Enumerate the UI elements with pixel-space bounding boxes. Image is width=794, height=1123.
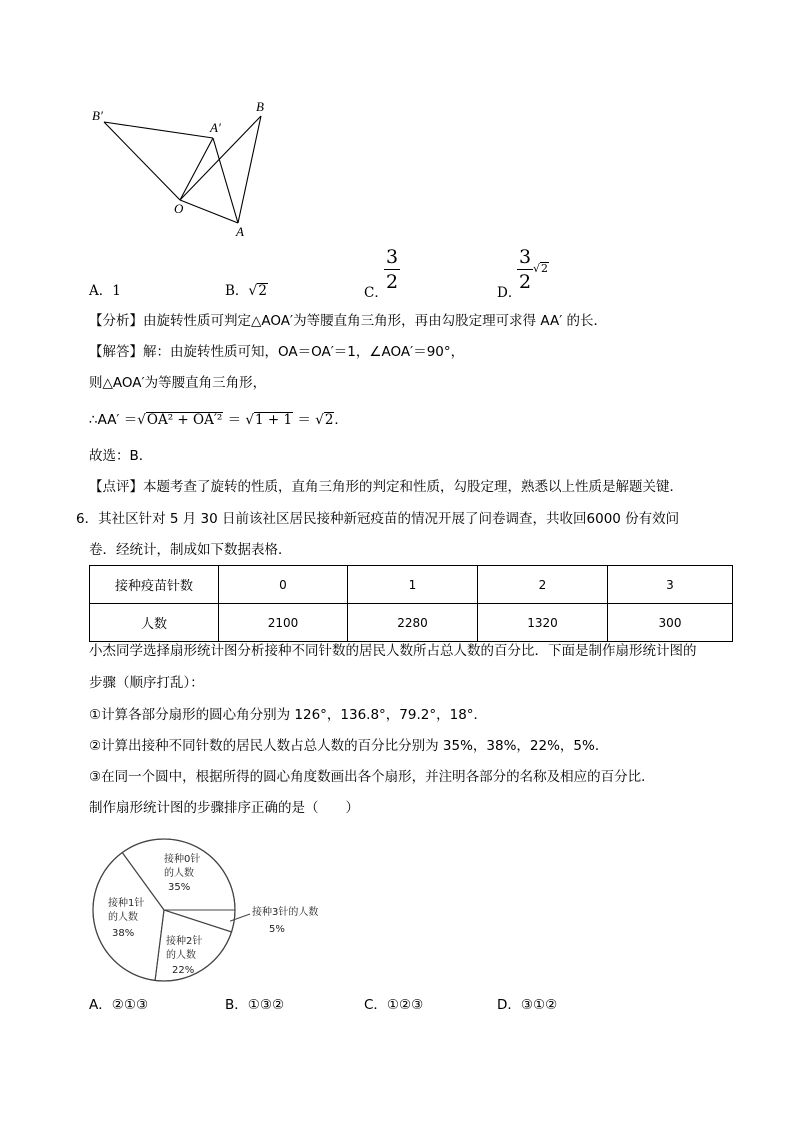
option-c-numerator: 3	[385, 246, 399, 268]
option-d-sqrt: √2	[533, 262, 549, 275]
answer-line2: 则△AOA′为等腰直角三角形，	[89, 375, 267, 391]
q6-step2: ②计算出接种不同针数的居民人数占总人数的百分比分别为 35%，38%，22%，5%．	[89, 738, 609, 754]
q6-para1: 小杰同学选择扇形统计图分析接种不同针数的居民人数所占总人数的百分比．下面是制作扇形统计图的	[89, 643, 697, 659]
answer-eq-1: ＝	[223, 412, 246, 428]
pie-label: 接种1针	[108, 898, 145, 909]
q6-step3: ③在同一个圆中，根据所得的圆心角度数画出各个扇形，并注明各部分的名称及相应的百分比．	[89, 769, 655, 785]
table-cell: 2280	[348, 604, 478, 642]
label-b-prime: B′	[92, 108, 103, 123]
option-b-prefix: B．	[225, 283, 249, 299]
answer-tag: 【解答】	[89, 344, 143, 360]
q6-option-c: C．①②③	[364, 997, 424, 1013]
answer-line1	[89, 342, 464, 362]
option-d-radicand: 2	[541, 262, 549, 275]
q6-line1: 6．其社区针对 5 月 30 日前该社区居民接种新冠疫苗的情况开展了问卷调查，共收回6000 份有效问	[76, 511, 680, 527]
table-header-people: 人数	[90, 604, 219, 642]
comment-line	[89, 477, 683, 497]
q6-step1: ①计算各部分扇形的圆心角分别为 126°，136.8°，79.2°，18°．	[89, 707, 488, 723]
table-cell: 1	[348, 566, 478, 604]
table-cell: 1320	[478, 604, 608, 642]
q6-option-a: A．②①③	[89, 997, 149, 1013]
option-d-fraction	[517, 246, 533, 293]
option-b-radicand: 2	[258, 283, 267, 299]
q6-question: 制作扇形统计图的步骤排序正确的是（ ）	[89, 800, 359, 816]
pie-percent-label: 5%	[269, 924, 285, 935]
analysis-line	[89, 311, 607, 331]
data-table	[89, 565, 733, 642]
pie-percent-label: 22%	[172, 965, 195, 976]
answer-choice: 故选：B．	[89, 448, 153, 464]
comment-tag: 【点评】	[89, 479, 143, 495]
label-a-prime: A′	[210, 120, 221, 135]
pie-percent-label: 38%	[112, 928, 135, 939]
option-b: B．√2	[225, 283, 267, 299]
answer-radicand-2: 1 + 1	[255, 412, 293, 428]
answer-line3: ∴AA′ ＝√OA² + OA′² ＝ √1 + 1 ＝ √2．	[89, 412, 348, 428]
answer-radicand-1: OA² + OA′²	[146, 412, 223, 428]
table-cell: 3	[608, 566, 733, 604]
option-d-prefix: D．	[497, 285, 522, 301]
table-row	[90, 604, 733, 642]
pie-label: 的人数	[108, 912, 138, 923]
comment-text: 本题考查了旋转的性质，直角三角形的判定和性质，勾股定理，熟悉以上性质是解题关键．	[143, 479, 683, 495]
option-c-denominator: 2	[385, 271, 399, 293]
table-cell: 0	[219, 566, 348, 604]
table-header-count: 接种疫苗针数	[90, 566, 219, 604]
pie-percent-label: 35%	[168, 882, 191, 893]
q6-para2: 步骤（顺序打乱）：	[89, 675, 204, 691]
option-d-numerator: 3	[518, 246, 532, 268]
answer-radicand-3: 2	[324, 412, 334, 428]
answer-line3-prefix: ∴AA′ ＝	[89, 412, 138, 428]
option-d-denominator: 2	[518, 271, 532, 293]
analysis-tag: 【分析】	[89, 313, 143, 329]
answer-text-1: 解：由旋转性质可知，OA＝OA′＝1，∠AOA′＝90°，	[143, 344, 465, 360]
answer-eq-2: ＝	[293, 412, 316, 428]
pie-label: 接种3针的人数	[252, 907, 319, 918]
rotation-figure	[88, 96, 278, 241]
option-a: A．1	[89, 283, 121, 299]
pie-label: 的人数	[164, 868, 194, 879]
table-cell: 2	[478, 566, 608, 604]
label-o: O	[174, 201, 184, 216]
label-b: B	[256, 99, 264, 114]
table-cell: 300	[608, 604, 733, 642]
option-c-fraction	[384, 246, 400, 293]
pie-label: 接种2针	[166, 936, 203, 947]
pie-label: 接种0针	[164, 854, 201, 865]
table-cell: 2100	[219, 604, 348, 642]
table-row	[90, 566, 733, 604]
answer-line3-end: ．	[334, 412, 348, 428]
q6-option-d: D．③①②	[497, 997, 558, 1013]
label-a: A	[236, 224, 244, 239]
q6-line2: 卷．经统计，制成如下数据表格．	[89, 542, 292, 558]
q6-option-b: B．①③②	[225, 997, 285, 1013]
pie-chart	[90, 836, 340, 986]
analysis-text: 由旋转性质可判定△AOA′为等腰直角三角形，再由勾股定理可求得 AA′ 的长．	[143, 313, 608, 329]
pie-label: 的人数	[166, 950, 196, 961]
option-c-prefix: C．	[364, 285, 388, 301]
